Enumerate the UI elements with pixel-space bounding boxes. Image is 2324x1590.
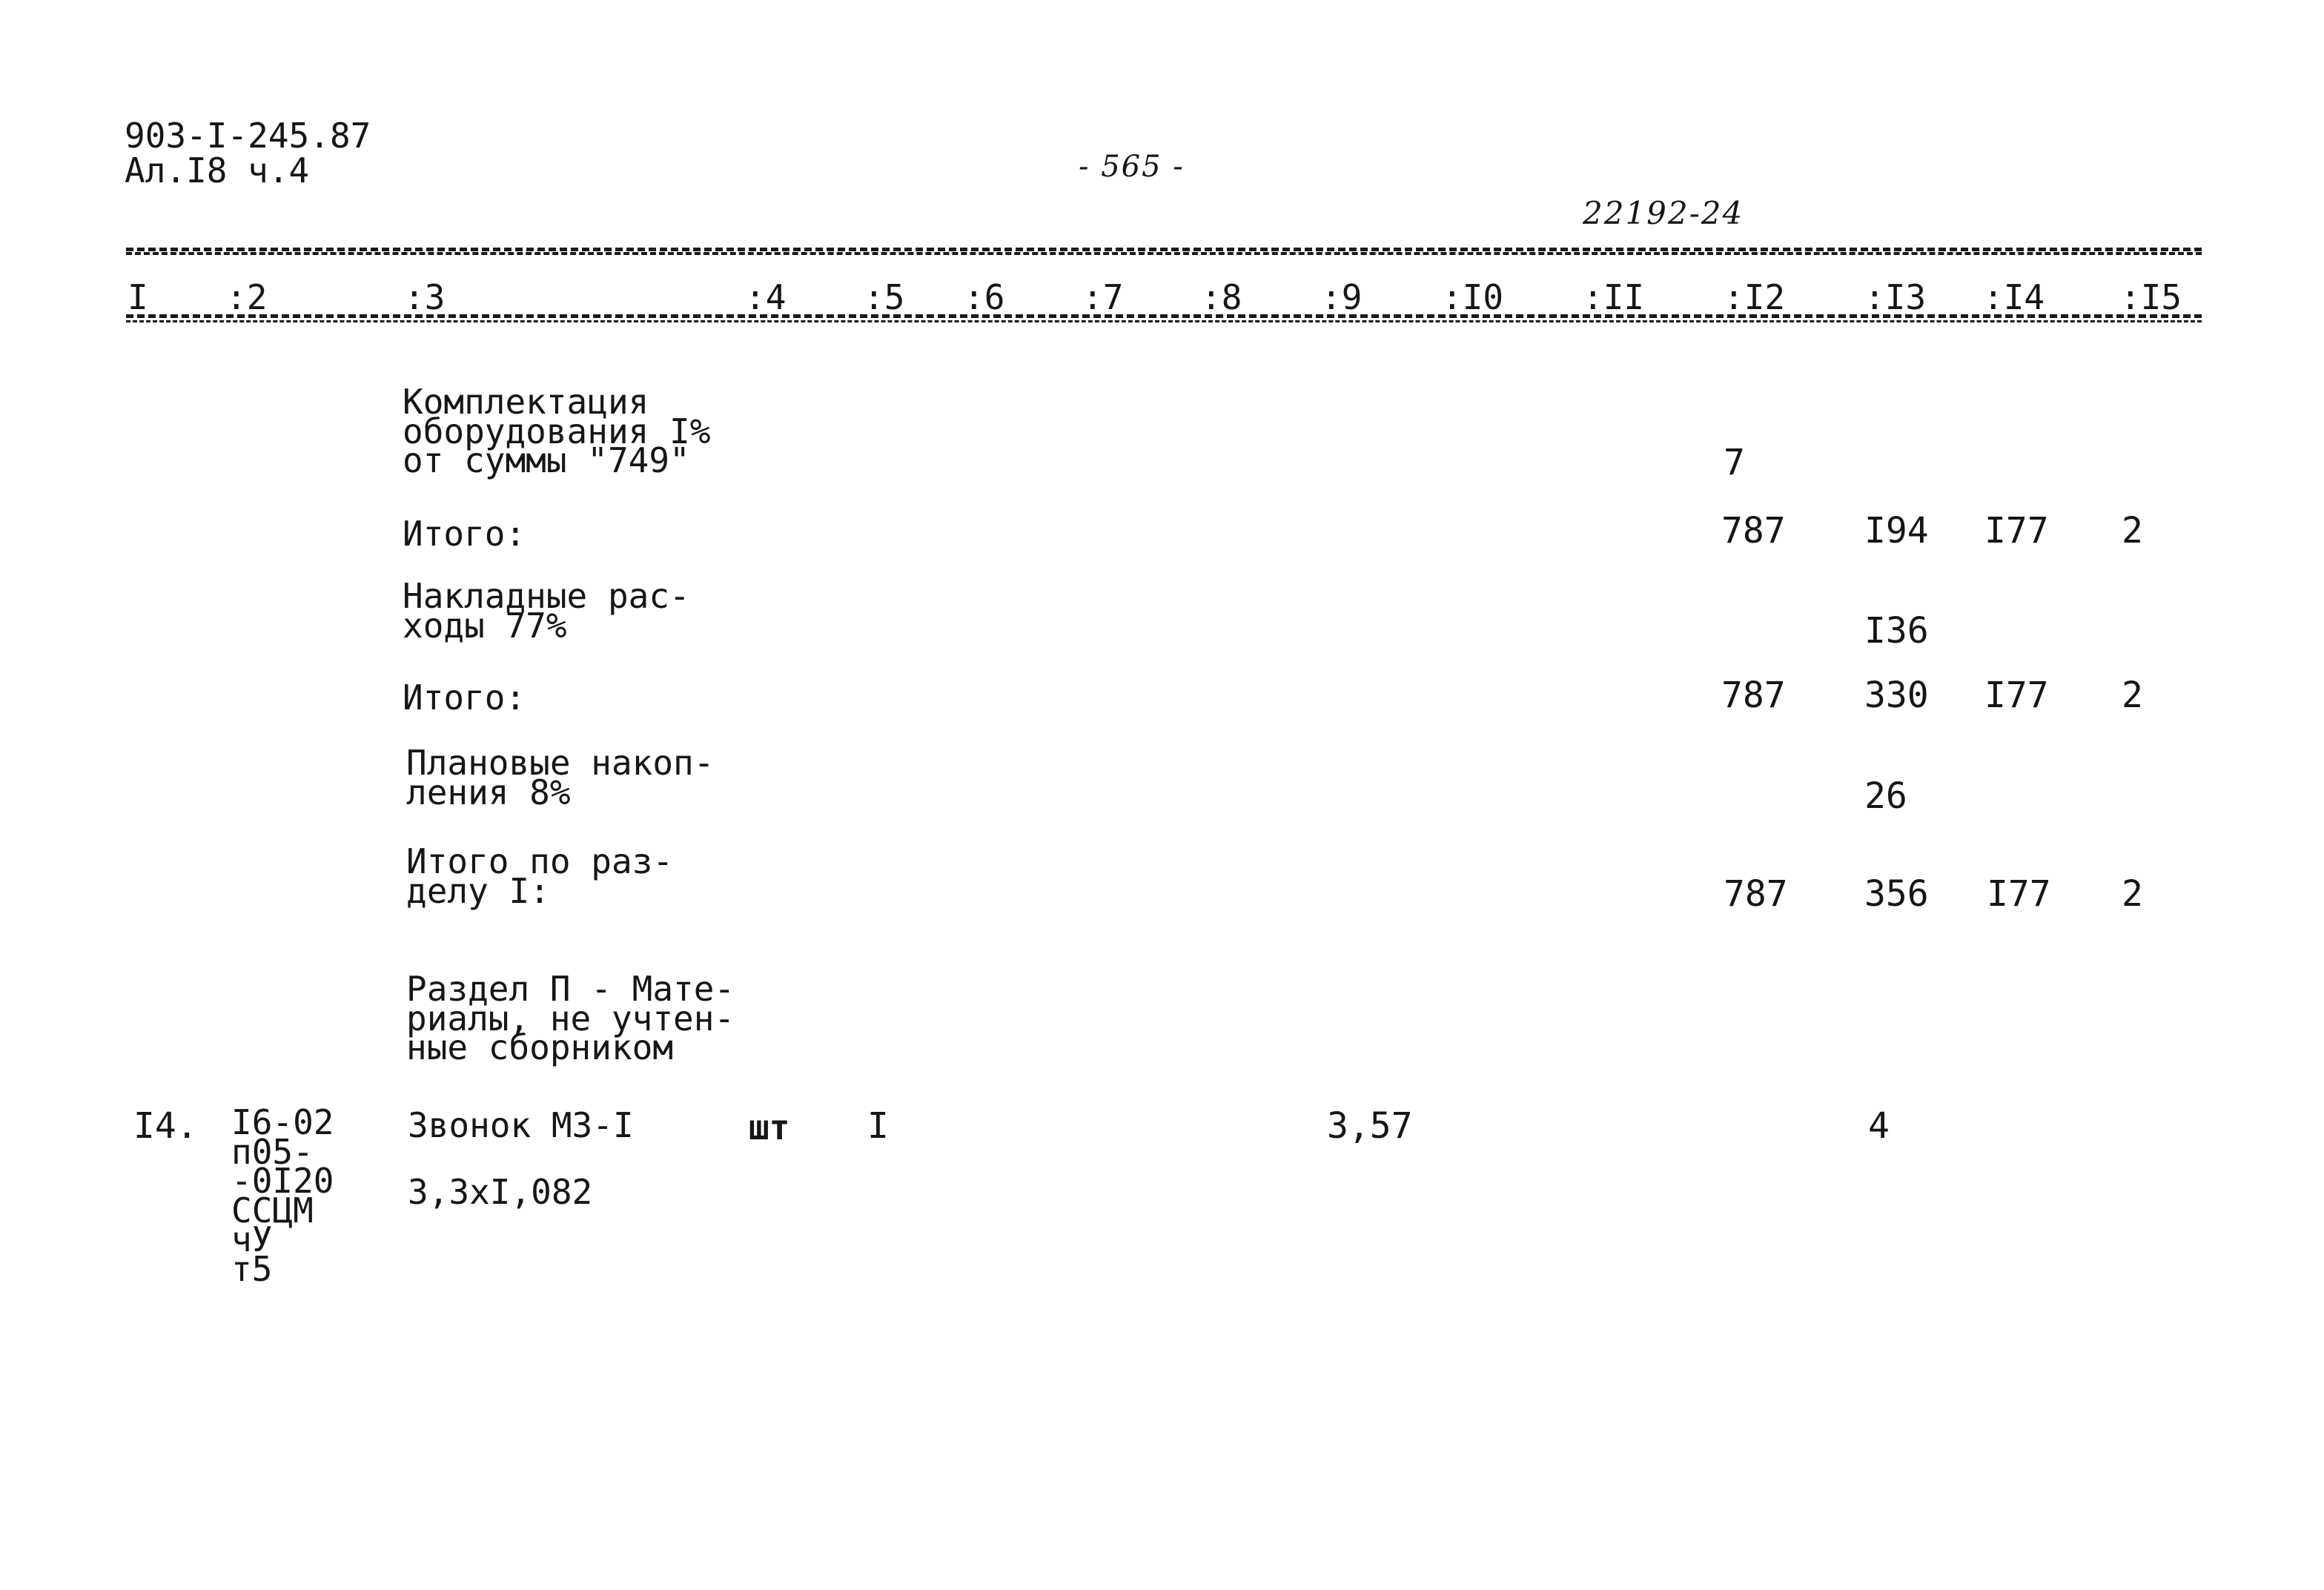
item14-col13: 4	[1868, 1105, 1890, 1147]
column-header-12: :I2	[1724, 277, 1786, 317]
row-planned-col13: 26	[1864, 775, 1907, 817]
row-total1-col13: I94	[1864, 510, 1929, 551]
item14-quantity: I	[867, 1105, 889, 1147]
column-header-10: :I0	[1442, 277, 1504, 317]
item14-calculation: 3,3хI,082	[408, 1172, 593, 1212]
row-total2-col13: 330	[1864, 675, 1929, 716]
item14-unit: шт	[749, 1107, 790, 1147]
column-header-13: :I3	[1864, 277, 1927, 317]
column-header-8: :8	[1201, 277, 1242, 317]
header-rule-top	[126, 248, 2202, 251]
page-number: - 565 -	[1079, 150, 1185, 184]
column-header-1: I	[128, 277, 148, 317]
item14-number: I4.	[133, 1105, 198, 1147]
row-section-total-col14: I77	[1987, 873, 2051, 915]
column-header-15: :I5	[2120, 277, 2182, 317]
header-rule-bottom-second	[126, 320, 2202, 322]
row-total2-col14: I77	[1984, 675, 2049, 716]
row-overhead-text: Накладные рас- ходы 77%	[403, 576, 690, 646]
header-rule-top-second	[126, 252, 2202, 255]
row-planned-text: Плановые накоп- ления 8%	[406, 743, 715, 812]
column-header-11: :II	[1583, 277, 1645, 317]
row-total1-col15: 2	[2122, 510, 2143, 551]
column-header-9: :9	[1321, 277, 1363, 317]
column-header-6: :6	[964, 277, 1005, 317]
document-code: 903-I-245.87	[125, 116, 371, 156]
row-section-total-text: Итого по раз- делу I:	[406, 841, 674, 911]
row-total1-col14: I77	[1984, 510, 2049, 551]
column-header-14: :I4	[1983, 277, 2045, 317]
row-total1-text: Итого:	[403, 514, 526, 554]
item14-code: I6-02 п05- -0I20 ССЦМ чУ т5	[231, 1102, 334, 1289]
document-stamp: 22192-24	[1583, 195, 1744, 231]
row-total1-col12: 787	[1721, 510, 1786, 551]
section2-title: Раздел П - Мате- риалы, не учтен- ные сборником	[406, 969, 735, 1068]
row-equipment-col12: 7	[1724, 442, 1745, 483]
column-header-5: :5	[864, 277, 905, 317]
row-section-total-col13: 356	[1864, 873, 1929, 915]
row-overhead-col13: I36	[1864, 610, 1929, 652]
item14-price: 3,57	[1327, 1105, 1413, 1147]
row-section-total-col15: 2	[2122, 873, 2143, 915]
row-total2-col15: 2	[2122, 675, 2143, 716]
column-header-3: :3	[404, 277, 446, 317]
row-section-total-col12: 787	[1724, 873, 1788, 915]
column-header-2: :2	[226, 277, 268, 317]
item14-name: Звонок МЗ-I	[408, 1105, 634, 1145]
column-header-7: :7	[1082, 277, 1124, 317]
column-header-4: :4	[745, 277, 787, 317]
row-equipment-text: Комплектация оборудования I% от суммы "749"	[403, 382, 711, 481]
row-total2-col12: 787	[1721, 675, 1786, 716]
row-total2-text: Итого:	[403, 678, 526, 718]
sheet-label: Ал.I8 ч.4	[125, 150, 310, 191]
